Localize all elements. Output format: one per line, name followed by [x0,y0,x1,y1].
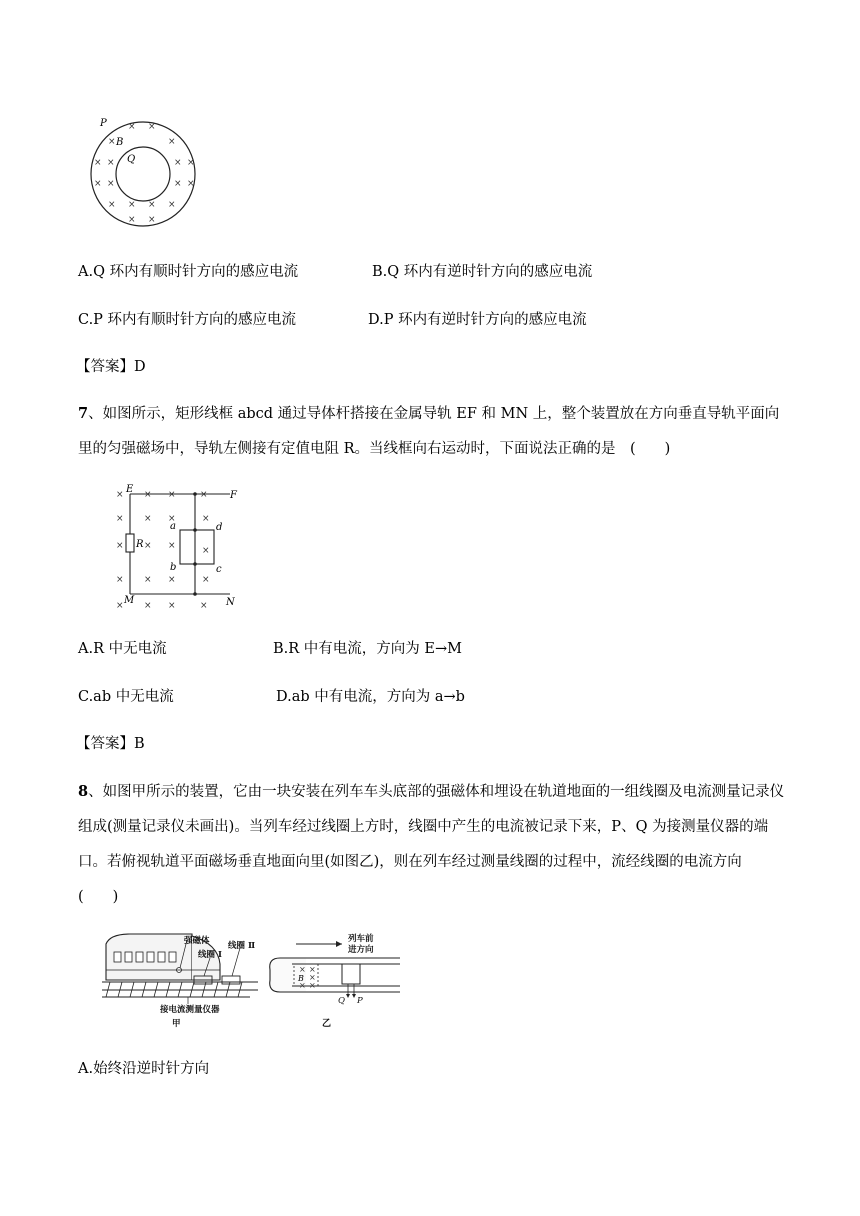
svg-text:×: × [309,981,316,990]
coil-top-view [342,964,360,984]
label-direction-1: 列车前 [348,934,374,944]
q7-stem [78,396,788,467]
label-q: Q [338,996,345,1006]
label-magnet: 强磁体 [184,936,210,946]
q8-stem-text: 、如图甲所示的装置，它由一块安装在列车车头底部的强磁体和埋设在轨道地面的一组线圈及电流测量记录仪组成(测量记录仪未画出)。当列车经过线圈上方时，线圈中产生的电流被记录下来，P、Q 为接测量仪器的端口。若俯视轨道平面磁场垂直地面向里(如图乙)，则在列车经过测量线圈的过程中，流经线圈的电流方向 ( ) [78,784,785,905]
svg-text:×: × [116,490,124,500]
outer-ring-p [91,122,195,226]
svg-text:×: × [168,137,176,147]
label-n: N [226,597,235,608]
label-yi: 乙 [322,1019,332,1029]
svg-text:×: × [168,601,176,611]
svg-text:×: × [168,575,176,585]
label-r: R [136,539,144,550]
svg-text:×: × [116,514,124,524]
label-d: d [216,522,223,533]
svg-text:×: × [144,541,152,551]
svg-text:×: × [107,158,115,168]
svg-text:×: × [200,601,208,611]
label-a: a [170,521,176,532]
label-p: P [357,996,363,1006]
resistor-r [126,534,134,552]
label-jia: 甲 [172,1019,181,1029]
q7-stem-text: 、如图所示，矩形线框 abcd 通过导体杆搭接在金属导轨 EF 和 MN 上，整个装置放在方向垂直导轨平面向里的匀强磁场中，导轨左侧接有定值电阻 R。当线框向右运动时，下面说法正确的是 ( ) [78,406,780,457]
svg-text:×: × [309,965,316,974]
svg-text:×: × [299,965,306,974]
q7-option-d: D.ab 中有电流，方向为 a→b [276,689,465,705]
svg-text:×: × [108,200,116,210]
svg-text:×: × [128,215,136,225]
svg-text:×: × [116,575,124,585]
q7-number: 7 [78,405,89,422]
svg-text:×: × [94,179,102,189]
q8-option-a: A.始终沿逆时针方向 [78,1061,210,1077]
svg-text:×: × [144,575,152,585]
svg-text:×: × [309,973,316,982]
svg-text:×: × [202,575,210,585]
svg-text:×: × [174,158,182,168]
svg-text:×: × [144,601,152,611]
svg-text:×: × [148,200,156,210]
svg-text:×: × [107,179,115,189]
svg-text:×: × [202,514,210,524]
q6-option-c: C.P 环内有顺时针方向的感应电流 [78,312,297,328]
q8-stem [78,774,788,915]
label-f: F [230,490,237,501]
svg-text:×: × [128,200,136,210]
label-q: Q [127,154,136,165]
svg-text:×: × [144,490,152,500]
q6-ring-figure [80,112,210,232]
label-p: P [100,118,107,129]
svg-text:×: × [299,981,306,990]
svg-text:×: × [116,541,124,551]
label-coil-2: 线圈 Ⅱ [228,941,256,951]
svg-text:×: × [202,546,210,556]
label-b: b [170,562,177,573]
svg-text:×: × [187,158,195,168]
svg-text:×: × [144,514,152,524]
q7-option-c: C.ab 中无电流 [78,689,174,705]
q6-answer: 【答案】D [76,359,146,375]
svg-text:×: × [168,514,176,524]
svg-text:×: × [108,137,116,147]
q8-figure-jia [100,930,260,1030]
label-m: M [124,595,135,606]
svg-text:×: × [116,601,124,611]
svg-text:×: × [187,179,195,189]
q7-rail-figure [108,484,248,614]
q8-number: 8 [78,783,89,800]
q6-option-d: D.P 环内有逆时针方向的感应电流 [368,312,587,328]
svg-text:×: × [168,490,176,500]
coil-2 [222,976,240,984]
q8-figure-yi [266,930,406,1030]
svg-text:×: × [200,490,208,500]
label-e: E [126,484,134,495]
svg-text:×: × [148,122,156,132]
q6-option-b: B.Q 环内有逆时针方向的感应电流 [372,264,593,280]
svg-text:×: × [174,179,182,189]
label-b: B [298,974,304,983]
svg-text:×: × [94,158,102,168]
svg-text:×: × [168,200,176,210]
q7-option-b: B.R 中有电流，方向为 E→M [273,641,462,657]
q7-option-a: A.R 中无电流 [78,641,167,657]
q7-answer: 【答案】B [76,736,145,752]
inner-ring-q [116,147,170,201]
label-b: B [116,137,124,148]
label-coil-1: 线圈 Ⅰ [198,950,222,960]
svg-text:×: × [148,215,156,225]
label-instrument: 接电流测量仪器 [160,1005,220,1015]
label-c: c [216,564,222,575]
svg-text:×: × [168,541,176,551]
label-direction-2: 进方向 [348,945,374,955]
q6-option-a: A.Q 环内有顺时针方向的感应电流 [78,264,299,280]
svg-text:×: × [128,122,136,132]
